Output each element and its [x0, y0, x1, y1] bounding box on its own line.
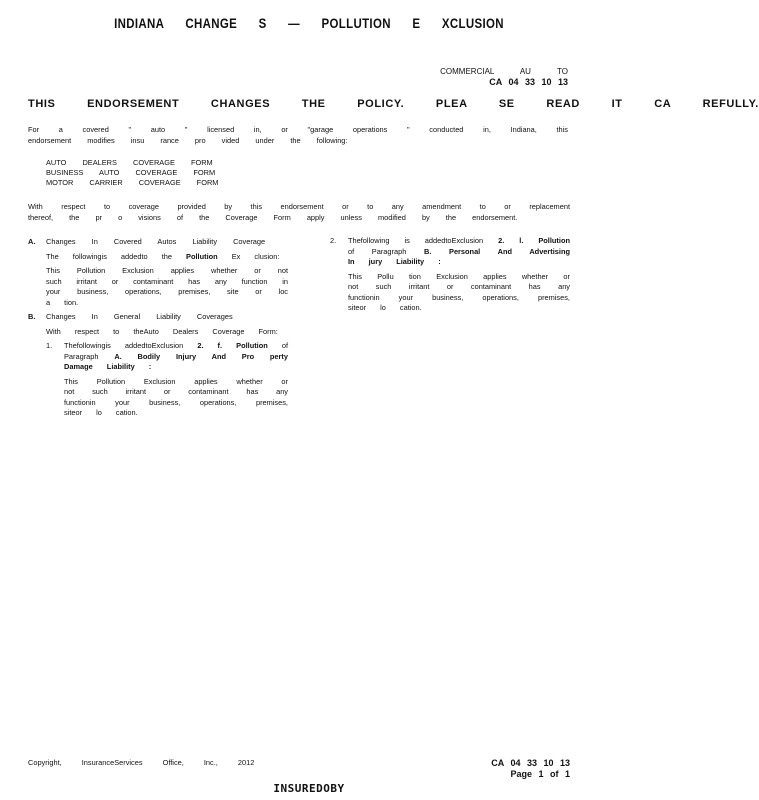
watermark: INSUREDOBY — [273, 782, 345, 795]
section-b-item-1 — [46, 341, 288, 423]
item-1-post: : — [148, 362, 152, 371]
form-identifier-top — [440, 67, 568, 87]
section-a-intro-bold: Pollution — [186, 251, 218, 261]
section-a-body: This Pollution Exclusion applies whether or not such irritant or contaminant has any function in your business, operations, premises, site or loc a tion. — [46, 266, 288, 307]
item-1-body: This Pollution Exclusion applies whether or not such irritant or contaminant has any functionin your business, operations, premises, siteor lo cation. — [64, 376, 288, 417]
endorsement-notice: THIS ENDORSEMENT CHANGES THE POLICY. PLEA SE READ IT CA REFULLY. — [28, 98, 759, 110]
item-2-bold2: B. Personal And Advertising In jury Liability — [348, 246, 570, 266]
item-1-heading — [64, 341, 288, 373]
section-a-intro-end: Ex clusion: — [231, 251, 280, 261]
section-a — [28, 237, 288, 308]
section-a-intro — [46, 252, 288, 263]
copyright-notice: Copyright, InsuranceServices Office, Inc., 2012 — [28, 758, 255, 767]
item-2-pre: Thefollowing is addedtoExclusion — [348, 236, 484, 245]
intro-paragraph: For a covered " auto " licensed in, or "garage operations " conducted in, Indiana, this endorsement modifies insu rance pro vided under the following: — [28, 125, 568, 145]
section-b — [28, 312, 288, 423]
item-1-mid: of Paragraph — [64, 341, 288, 361]
section-b-item-2 — [330, 236, 570, 318]
item-2-bold: 2. l. Pollution — [498, 236, 570, 245]
section-a-intro-text: The followingis addedto the — [46, 251, 172, 261]
footer-form-info — [491, 758, 570, 780]
item-2-mid: of Paragraph — [348, 246, 407, 256]
item-1-bold: 2. f. Pollution — [197, 341, 268, 350]
item-1-bold2: A. Bodily Injury And Pro perty Damage Liability — [64, 351, 288, 371]
item-2-body: This Pollu tion Exclusion applies whether or not such irritant or contaminant has any functionin your business, operations, premises, siteor lo cation. — [348, 271, 570, 312]
left-column — [28, 237, 288, 423]
respect-paragraph: With respect to coverage provided by this endorsement or to any amendment to or replacement thereof, the pr o visions of the Coverage Form apply unless modified by the endorsement. — [28, 202, 570, 222]
right-column — [330, 236, 570, 318]
form-line-commercial-auto: COMMERCIAL AU TO — [440, 67, 568, 76]
section-a-heading: Changes In Covered Autos Liability Coverage — [46, 237, 266, 246]
coverage-form-item: MOTOR CARRIER COVERAGE FORM — [46, 178, 219, 187]
section-b-heading: Changes In General Liability Coverages — [46, 312, 233, 321]
section-b-marker: B. — [28, 312, 36, 321]
footer-form-number: CA 04 33 10 13 — [491, 758, 570, 768]
item-1-marker: 1. — [46, 341, 53, 350]
section-b-intro: With respect to theAuto Dealers Coverage Form: — [46, 326, 278, 336]
document-title: INDIANA CHANGE S — POLLUTION E XCLUSION — [114, 15, 504, 31]
section-a-marker: A. — [28, 237, 36, 246]
page-number: Page 1 of 1 — [510, 769, 570, 779]
coverage-form-item: BUSINESS AUTO COVERAGE FORM — [46, 168, 216, 177]
item-2-marker: 2. — [330, 236, 337, 245]
item-1-pre: Thefollowingis addedtoExclusion — [64, 341, 184, 350]
coverage-form-item: AUTO DEALERS COVERAGE FORM — [46, 158, 213, 167]
coverage-forms-list — [46, 158, 218, 188]
item-2-heading — [348, 236, 570, 268]
form-number-top: CA 04 33 10 13 — [489, 77, 568, 87]
item-2-post: : — [438, 257, 441, 266]
